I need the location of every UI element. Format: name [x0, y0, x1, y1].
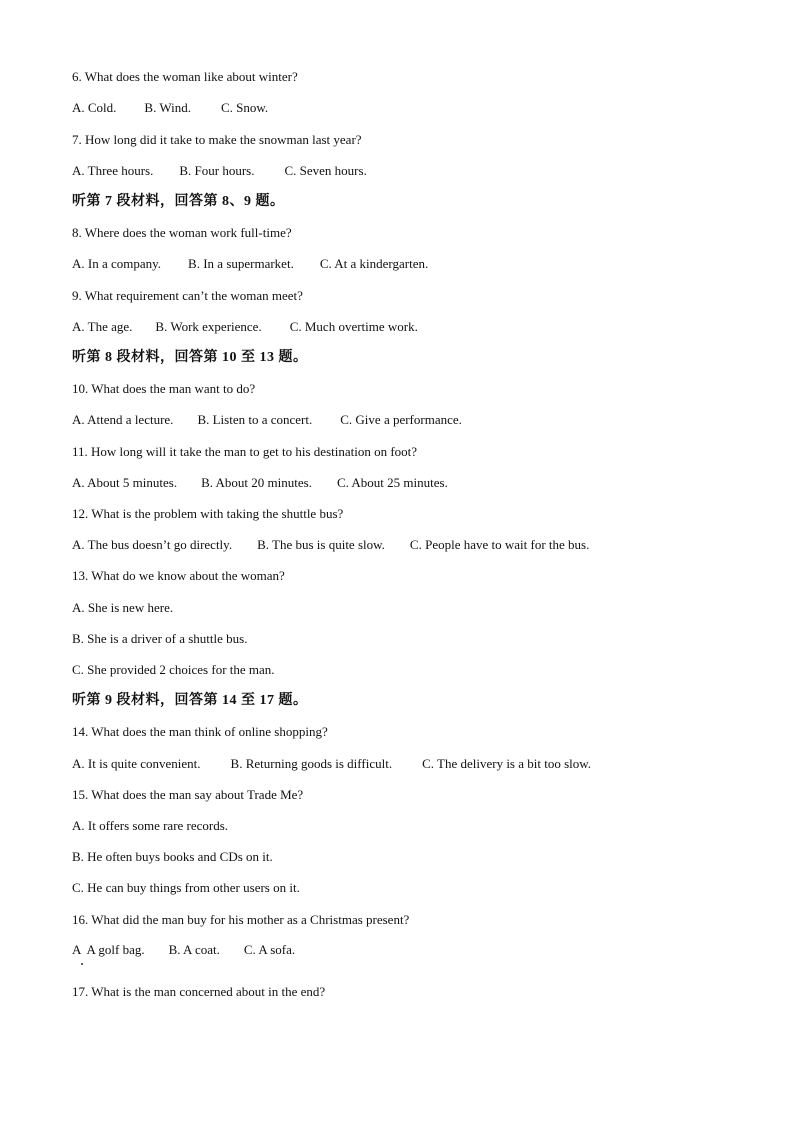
answer-option: C. Snow. — [220, 100, 269, 115]
question-text: A. It offers some rare records. — [72, 818, 229, 833]
answer-option: C. At a kindergarten. — [319, 256, 429, 271]
question-text: 15. What does the man say about Trade Me? — [72, 787, 304, 802]
answer-options — [72, 163, 367, 179]
answer-option: B. Wind. — [144, 100, 191, 115]
answer-option: A. Three hours. — [72, 163, 154, 178]
answer-option: A. About 5 minutes. — [72, 475, 178, 490]
answer-option: B. In a supermarket. — [188, 256, 294, 271]
answer-option: C. Seven hours. — [284, 163, 367, 178]
answer-option: A. Attend a lecture. — [72, 412, 174, 427]
question-text: 13. What do we know about the woman? — [72, 568, 285, 583]
answer-option: B. Work experience. — [155, 319, 262, 334]
question-text: 17. What is the man concerned about in the end? — [72, 984, 326, 999]
section-heading: 听第 8 段材料，回答第 10 至 13 题。 — [72, 350, 308, 365]
answer-option: B. Listen to a concert. — [197, 412, 313, 427]
stray-dot — [81, 963, 83, 965]
question-text: 11. How long will it take the man to get to his destination on foot? — [72, 444, 418, 459]
answer-options — [72, 942, 295, 958]
answer-options — [72, 756, 591, 772]
answer-option: B. Returning goods is difficult. — [230, 756, 393, 771]
answer-option: C. Much overtime work. — [289, 319, 418, 334]
answer-options — [72, 537, 589, 553]
answer-options — [72, 256, 428, 272]
answer-option: C. Give a performance. — [340, 412, 462, 427]
answer-option: B. The bus is quite slow. — [257, 537, 385, 552]
answer-option: B. A coat. — [168, 942, 220, 957]
answer-options — [72, 475, 448, 491]
question-text: 14. What does the man think of online shopping? — [72, 724, 328, 739]
question-text: C. He can buy things from other users on it. — [72, 880, 300, 895]
question-text: B. He often buys books and CDs on it. — [72, 849, 273, 864]
answer-option: C. A sofa. — [243, 942, 296, 957]
answer-options — [72, 319, 418, 335]
question-text: 6. What does the woman like about winter? — [72, 69, 298, 84]
answer-options — [72, 100, 268, 116]
question-text: 7. How long did it take to make the snowman last year? — [72, 132, 362, 147]
question-text: 16. What did the man buy for his mother as a Christmas present? — [72, 912, 410, 927]
section-heading: 听第 9 段材料，回答第 14 至 17 题。 — [72, 693, 308, 708]
answer-option: A. The age. — [72, 319, 133, 334]
answer-option: C. People have to wait for the bus. — [409, 537, 590, 552]
question-text: 10. What does the man want to do? — [72, 381, 256, 396]
answer-option: B. About 20 minutes. — [201, 475, 312, 490]
answer-option: B. Four hours. — [179, 163, 255, 178]
section-heading: 听第 7 段材料，回答第 8、9 题。 — [72, 194, 285, 209]
answer-option: C. The delivery is a bit too slow. — [422, 756, 592, 771]
answer-option: A A golf bag. — [72, 942, 145, 957]
answer-option: A. In a company. — [72, 256, 162, 271]
question-text: 12. What is the problem with taking the shuttle bus? — [72, 506, 344, 521]
question-text: 9. What requirement can’t the woman meet? — [72, 288, 303, 303]
question-text: C. She provided 2 choices for the man. — [72, 662, 275, 677]
answer-option: A. Cold. — [72, 100, 117, 115]
question-text: B. She is a driver of a shuttle bus. — [72, 631, 248, 646]
question-text: A. She is new here. — [72, 600, 174, 615]
question-text: 8. Where does the woman work full-time? — [72, 225, 292, 240]
answer-option: A. It is quite convenient. — [72, 756, 201, 771]
answer-options — [72, 412, 462, 428]
answer-option: C. About 25 minutes. — [336, 475, 448, 490]
answer-option: A. The bus doesn’t go directly. — [72, 537, 233, 552]
